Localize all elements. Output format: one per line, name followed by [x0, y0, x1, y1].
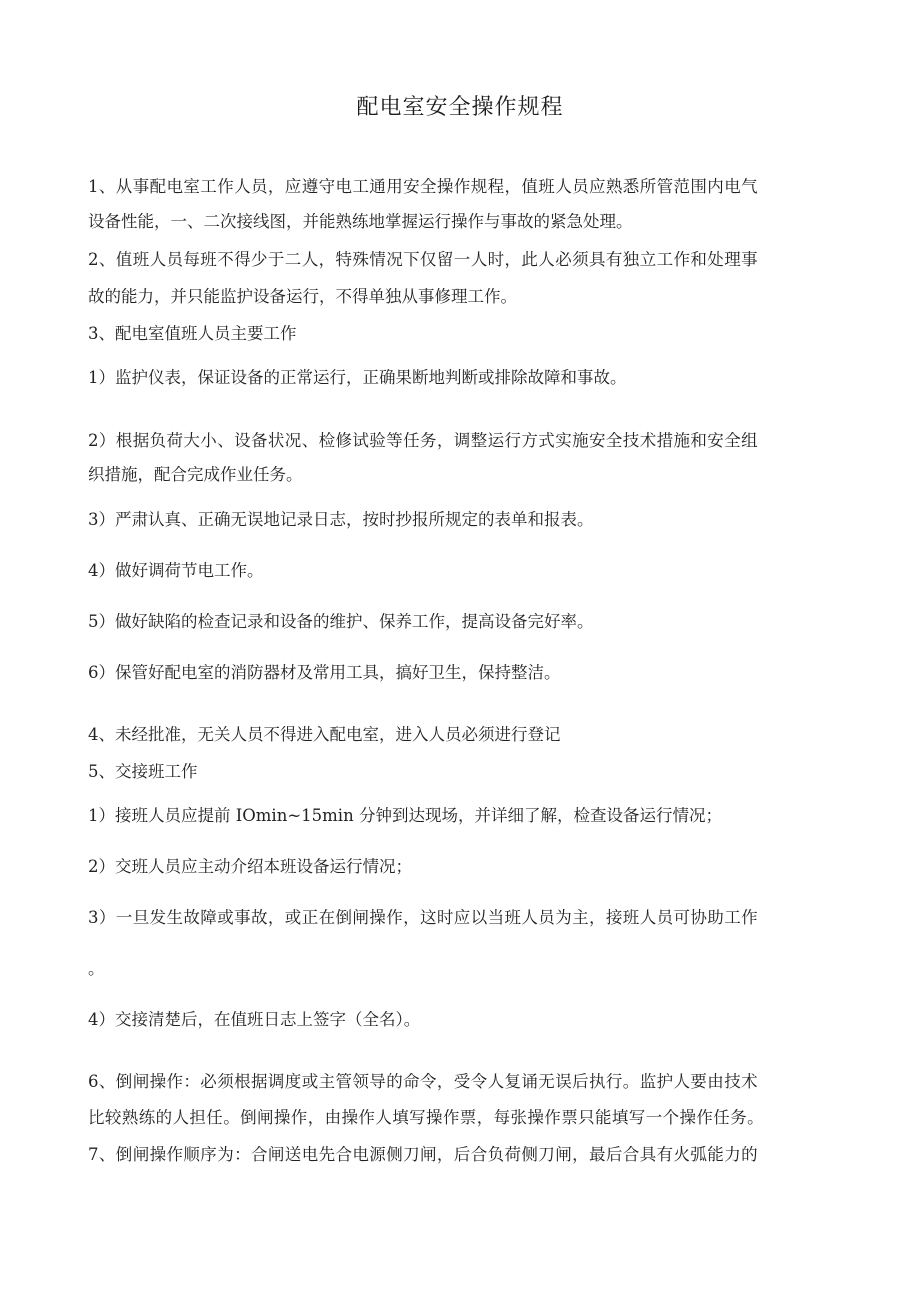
list-item: 1）接班人员应提前 IOmin~15min 分钟到达现场，并详细了解，检查设备运行情况； [88, 806, 722, 825]
section-heading: 3、配电室值班人员主要工作 [88, 324, 297, 343]
list-item: 2）交班人员应主动介绍本班设备运行情况； [88, 857, 412, 876]
list-item: 4）交接清楚后，在值班日志上签字（全名）。 [88, 1010, 421, 1029]
list-item-continuation: 。 [88, 959, 105, 978]
list-item: 2）根据负荷大小、设备状况、检修试验等任务，调整运行方式实施安全技术措施和安全组 [88, 431, 758, 450]
list-item: 4）做好调荷节电工作。 [88, 561, 264, 580]
section-heading: 5、交接班工作 [88, 762, 198, 781]
page-title: 配电室安全操作规程 [356, 95, 564, 120]
paragraph-line: 7、倒闸操作顺序为：合闸送电先合电源侧刀闸，后合负荷侧刀闸，最后合具有火弧能力的 [88, 1145, 758, 1164]
paragraph-line: 4、未经批准，无关人员不得进入配电室，进入人员必须进行登记 [88, 725, 561, 744]
list-item: 6）保管好配电室的消防器材及常用工具，搞好卫生，保持整洁。 [88, 663, 561, 682]
list-item: 1）监护仪表，保证设备的正常运行，正确果断地判断或排除故障和事故。 [88, 368, 627, 387]
list-item: 5）做好缺陷的检查记录和设备的维护、保养工作，提高设备完好率。 [88, 612, 594, 631]
list-item: 3）一旦发生故障或事故，或正在倒闸操作，这时应以当班人员为主，接班人员可协助工作 [88, 908, 758, 927]
list-item: 3）严肃认真、正确无误地记录日志，按时抄报所规定的表单和报表。 [88, 510, 594, 529]
paragraph-line: 比较熟练的人担任。倒闸操作，由操作人填写操作票，每张操作票只能填写一个操作任务。 [88, 1108, 764, 1127]
paragraph-line: 故的能力，并只能监护设备运行，不得单独从事修理工作。 [88, 287, 517, 306]
paragraph-line: 2、值班人员每班不得少于二人，特殊情况下仅留一人时，此人必须具有独立工作和处理事 [88, 250, 758, 269]
paragraph-line: 6、倒闸操作：必须根据调度或主管领导的命令，受令人复诵无误后执行。监护人要由技术 [88, 1072, 758, 1091]
paragraph-line: 设备性能，一、二次接线图，并能熟练地掌握运行操作与事故的紧急处理。 [88, 212, 633, 231]
paragraph-line: 1、从事配电室工作人员，应遵守电工通用安全操作规程，值班人员应熟悉所管范围内电气 [88, 177, 758, 196]
list-item-continuation: 织措施，配合完成作业任务。 [88, 465, 303, 484]
